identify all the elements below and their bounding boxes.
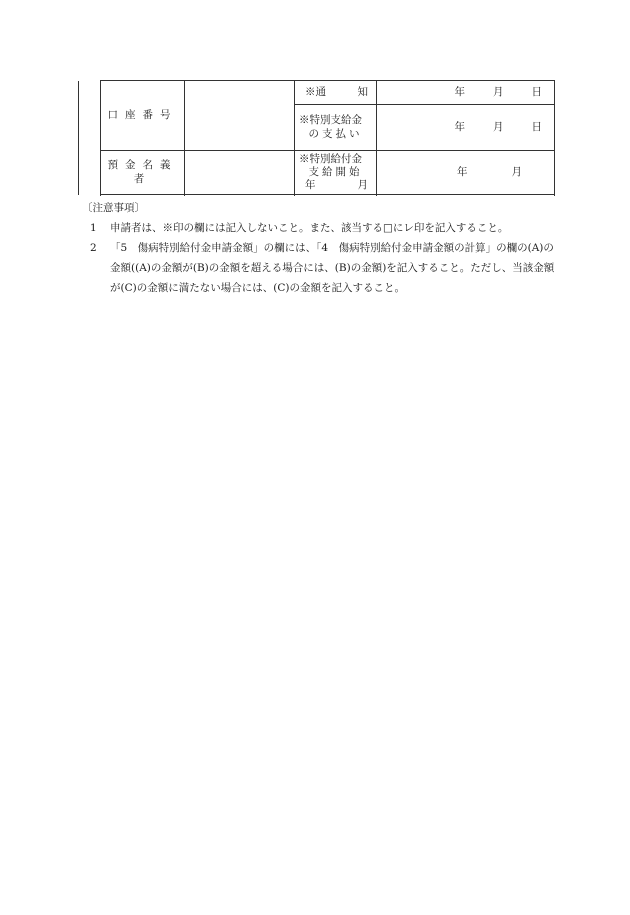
note-text: 申請者は、※印の欄には記入しないこと。また、該当する□にレ印を記入すること。 bbox=[110, 222, 509, 234]
payment-form-table bbox=[78, 80, 555, 195]
note-item bbox=[82, 218, 562, 238]
note-item bbox=[82, 238, 562, 298]
note-text: 「5 傷病特別給付金申請金額」の欄には、「4 傷病特別給付金申請金額の計算」の欄の(A)の金額((A)の金額が(B)の金額を超える場合には、(B)の金額)を記入すること。ただし、当該金額が(C)の金額に満たない場合には、(C)の金額を記入すること。 bbox=[110, 242, 555, 294]
year-label: 年 bbox=[457, 165, 468, 178]
note-number: 1 bbox=[90, 222, 97, 234]
account-number-field[interactable] bbox=[185, 81, 295, 151]
notice-date-field[interactable] bbox=[377, 81, 555, 105]
notes-heading: 〔注意事項〕 bbox=[82, 202, 145, 214]
depositor-field[interactable] bbox=[185, 151, 295, 195]
day-label: 日 bbox=[531, 120, 542, 133]
account-number-label: 口座番号 bbox=[101, 81, 185, 151]
special-payment-label: ※特別支給金 の支払い bbox=[295, 105, 377, 151]
year-label: 年 bbox=[454, 85, 465, 98]
notes-section bbox=[82, 198, 562, 298]
month-label: 月 bbox=[511, 165, 522, 178]
year-label: 年 bbox=[454, 120, 465, 133]
special-benefit-date-field[interactable] bbox=[377, 151, 555, 195]
special-payment-date-field[interactable] bbox=[377, 105, 555, 151]
depositor-label: 預金名義者 bbox=[101, 151, 185, 195]
month-label: 月 bbox=[493, 120, 504, 133]
day-label: 日 bbox=[531, 85, 542, 98]
left-border-column bbox=[79, 81, 101, 195]
month-label: 月 bbox=[493, 85, 504, 98]
special-benefit-label: ※特別給付金 支給開始 年 月 bbox=[295, 151, 377, 195]
notice-label: ※通 知 bbox=[295, 81, 377, 105]
note-number: 2 bbox=[90, 242, 97, 254]
